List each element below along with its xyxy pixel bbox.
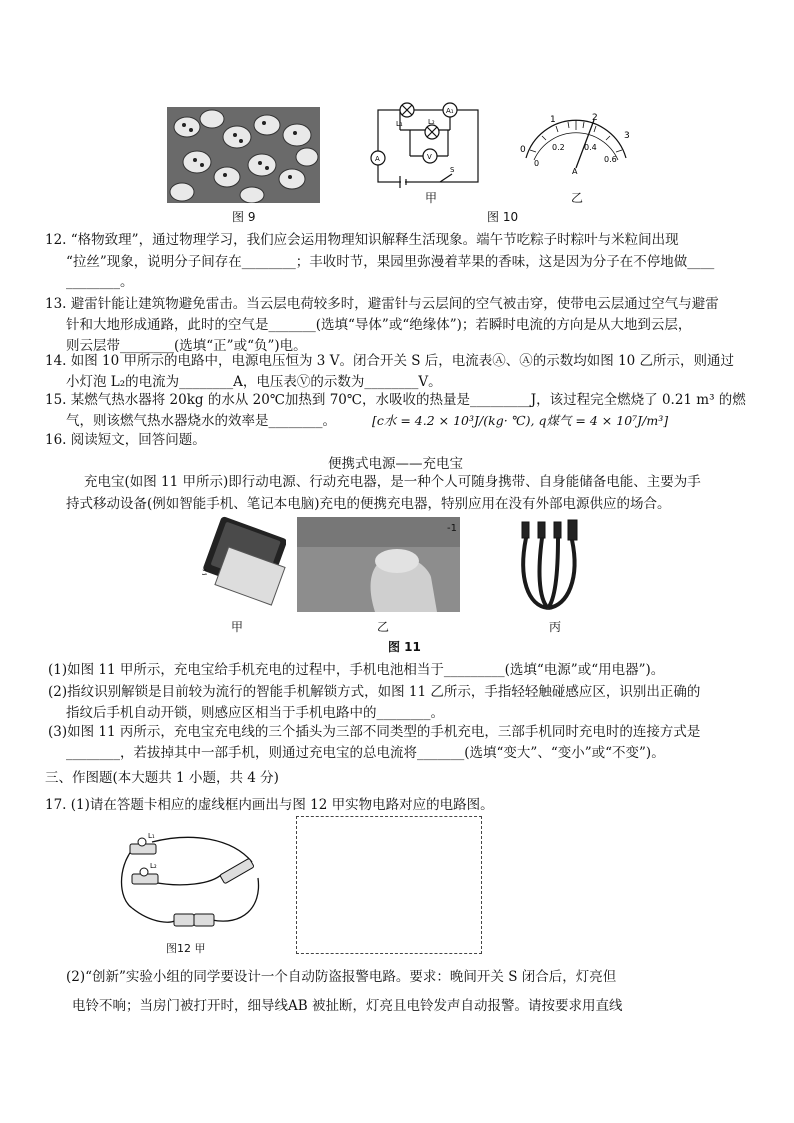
section-3-heading: 三、作图题(本大题共 1 小题，共 4 分) xyxy=(45,770,279,786)
q14-line1: 14. 如图 10 甲所示的电路中，电源电压恒为 3 V。闭合开关 S 后，电流表Ⓐ、Ⓐ的示数均如图 10 乙所示，则通过 xyxy=(45,353,735,369)
figure-11-caption: 图 11 xyxy=(388,640,421,654)
figure-10-ammeter-scale xyxy=(512,108,640,180)
q16-para1: 充电宝(如图 11 甲所示)即行动电源、行动充电器，是一种个人可随身携带、自身能储备电能、主要为手 xyxy=(84,474,701,490)
scale-label: 0 xyxy=(520,145,526,155)
figure-12-caption: 图12 甲 xyxy=(166,942,206,955)
figure-12-circuit xyxy=(112,828,272,938)
q16-sub3a: (3)如图 11 丙所示，充电宝充电线的三个插头为三部不同类型的手机充电，三部手机同时充电时的连接方式是 xyxy=(48,724,701,740)
scale-label-inner: 0.2 xyxy=(552,143,565,152)
svg-text:V: V xyxy=(427,153,432,161)
figure-10-caption: 图 10 xyxy=(487,210,519,224)
scale-label: 2 xyxy=(592,113,598,123)
q15-formula: [c水 = 4.2 × 10³J/(kg· ℃), q煤气 = 4 × 10⁷J/m³] xyxy=(372,413,669,428)
figure-11-bing-label: 丙 xyxy=(549,620,562,634)
q13-line3: 则云层带________(选填“正”或“负”)电。 xyxy=(66,338,307,354)
svg-text:A: A xyxy=(375,155,380,163)
q15-line2: 气，则该燃气热水器烧水的效率是________。 xyxy=(66,413,336,429)
svg-text:-1: -1 xyxy=(447,523,457,534)
figure-11-jia-label: 甲 xyxy=(231,620,244,634)
svg-text:L₁: L₁ xyxy=(396,120,403,128)
q12-line3: ________。 xyxy=(66,274,134,290)
figure-10-circuit xyxy=(370,98,490,190)
scale-label-inner: 0.6 xyxy=(604,155,617,164)
svg-text:A₁: A₁ xyxy=(446,107,454,115)
svg-text:ﾆ: ﾆ xyxy=(202,568,207,579)
figure-10-jia-label: 甲 xyxy=(425,191,438,205)
svg-text:L₂: L₂ xyxy=(150,862,157,870)
scale-label: 3 xyxy=(624,131,630,141)
svg-text:L₁: L₁ xyxy=(148,832,155,840)
answer-drawing-box[interactable] xyxy=(296,816,482,954)
q13-line1: 13. 避雷针能让建筑物避免雷击。当云层电荷较多时，避雷针与云层间的空气被击穿，使带电云层通过空气与避雷 xyxy=(45,296,719,312)
q16-para2: 持式移动设备(例如智能手机、笔记本电脑)充电的便携充电器，特别应用在没有外部电源供应的场合。 xyxy=(66,496,671,512)
figure-11-cable-image xyxy=(508,518,588,614)
figure-11-fingerprint-photo xyxy=(297,517,460,612)
svg-text:S: S xyxy=(450,166,455,174)
scale-label-inner: 0 xyxy=(534,159,540,168)
meter-unit: A xyxy=(572,167,578,176)
q13-line2: 针和大地形成通路，此时的空气是_______(选填“导体”或“绝缘体”)；若瞬时电流的方向是从大地到云层， xyxy=(66,317,692,333)
scale-label: 1 xyxy=(550,115,556,125)
q15-line1: 15. 某燃气热水器将 20kg 的水从 20℃加热到 70℃，水吸收的热量是_________J，该过程完全燃烧了 0.21 m³ 的燃 xyxy=(45,392,746,408)
q12-line1: 12. “格物致理”，通过物理学习，我们应会运用物理知识解释生活现象。端午节吃粽子时粽叶与米粒间出现 xyxy=(45,232,679,248)
q16-sub3b: ________，若拔掉其中一部手机，则通过充电宝的总电流将_______(选填“变大”、“变小”或“不变”)。 xyxy=(66,745,665,761)
q12-line2: “拉丝”现象，说明分子间存在________；丰收时节，果园里弥漫着苹果的香味，这是因为分子在不停地做____ xyxy=(66,254,715,270)
q16-sub2b: 指纹后手机自动开锁，则感应区相当于手机电路中的________。 xyxy=(66,705,444,721)
figure-11-yi-label: 乙 xyxy=(377,620,390,634)
scale-label-inner: 0.4 xyxy=(584,143,597,152)
q16-line1: 16. 阅读短文，回答问题。 xyxy=(45,432,206,448)
q17-line1: 17. (1)请在答题卡相应的虚线框内画出与图 12 甲实物电路对应的电路图。 xyxy=(45,797,494,813)
figure-9-caption: 图 9 xyxy=(232,210,256,224)
figure-11-phone-image xyxy=(196,516,286,610)
q16-title: 便携式电源——充电宝 xyxy=(328,456,463,472)
svg-text:L₂: L₂ xyxy=(428,118,435,126)
q16-sub2a: (2)指纹识别解锁是目前较为流行的智能手机解锁方式，如图 11 乙所示，手指轻轻触碰感应区，识别出正确的 xyxy=(48,684,701,700)
figure-9-photo xyxy=(167,107,320,203)
q17-sub2a: (2)“创新”实验小组的同学要设计一个自动防盗报警电路。要求：晚间开关 S 闭合后，灯亮但 xyxy=(66,969,617,985)
q16-sub1: (1)如图 11 甲所示，充电宝给手机充电的过程中，手机电池相当于_________(选填“电源”或“用电器”)。 xyxy=(48,662,665,678)
figure-9-image xyxy=(167,107,320,203)
fingerprint-image xyxy=(297,517,460,612)
figure-10-yi-label: 乙 xyxy=(571,191,584,205)
q17-sub2b: 电铃不响；当房门被打开时，细导线AB 被扯断，灯亮且电铃发声自动报警。请按要求用直线 xyxy=(72,998,623,1014)
q14-line2: 小灯泡 L₂的电流为________A，电压表Ⓥ的示数为________V。 xyxy=(66,374,442,390)
